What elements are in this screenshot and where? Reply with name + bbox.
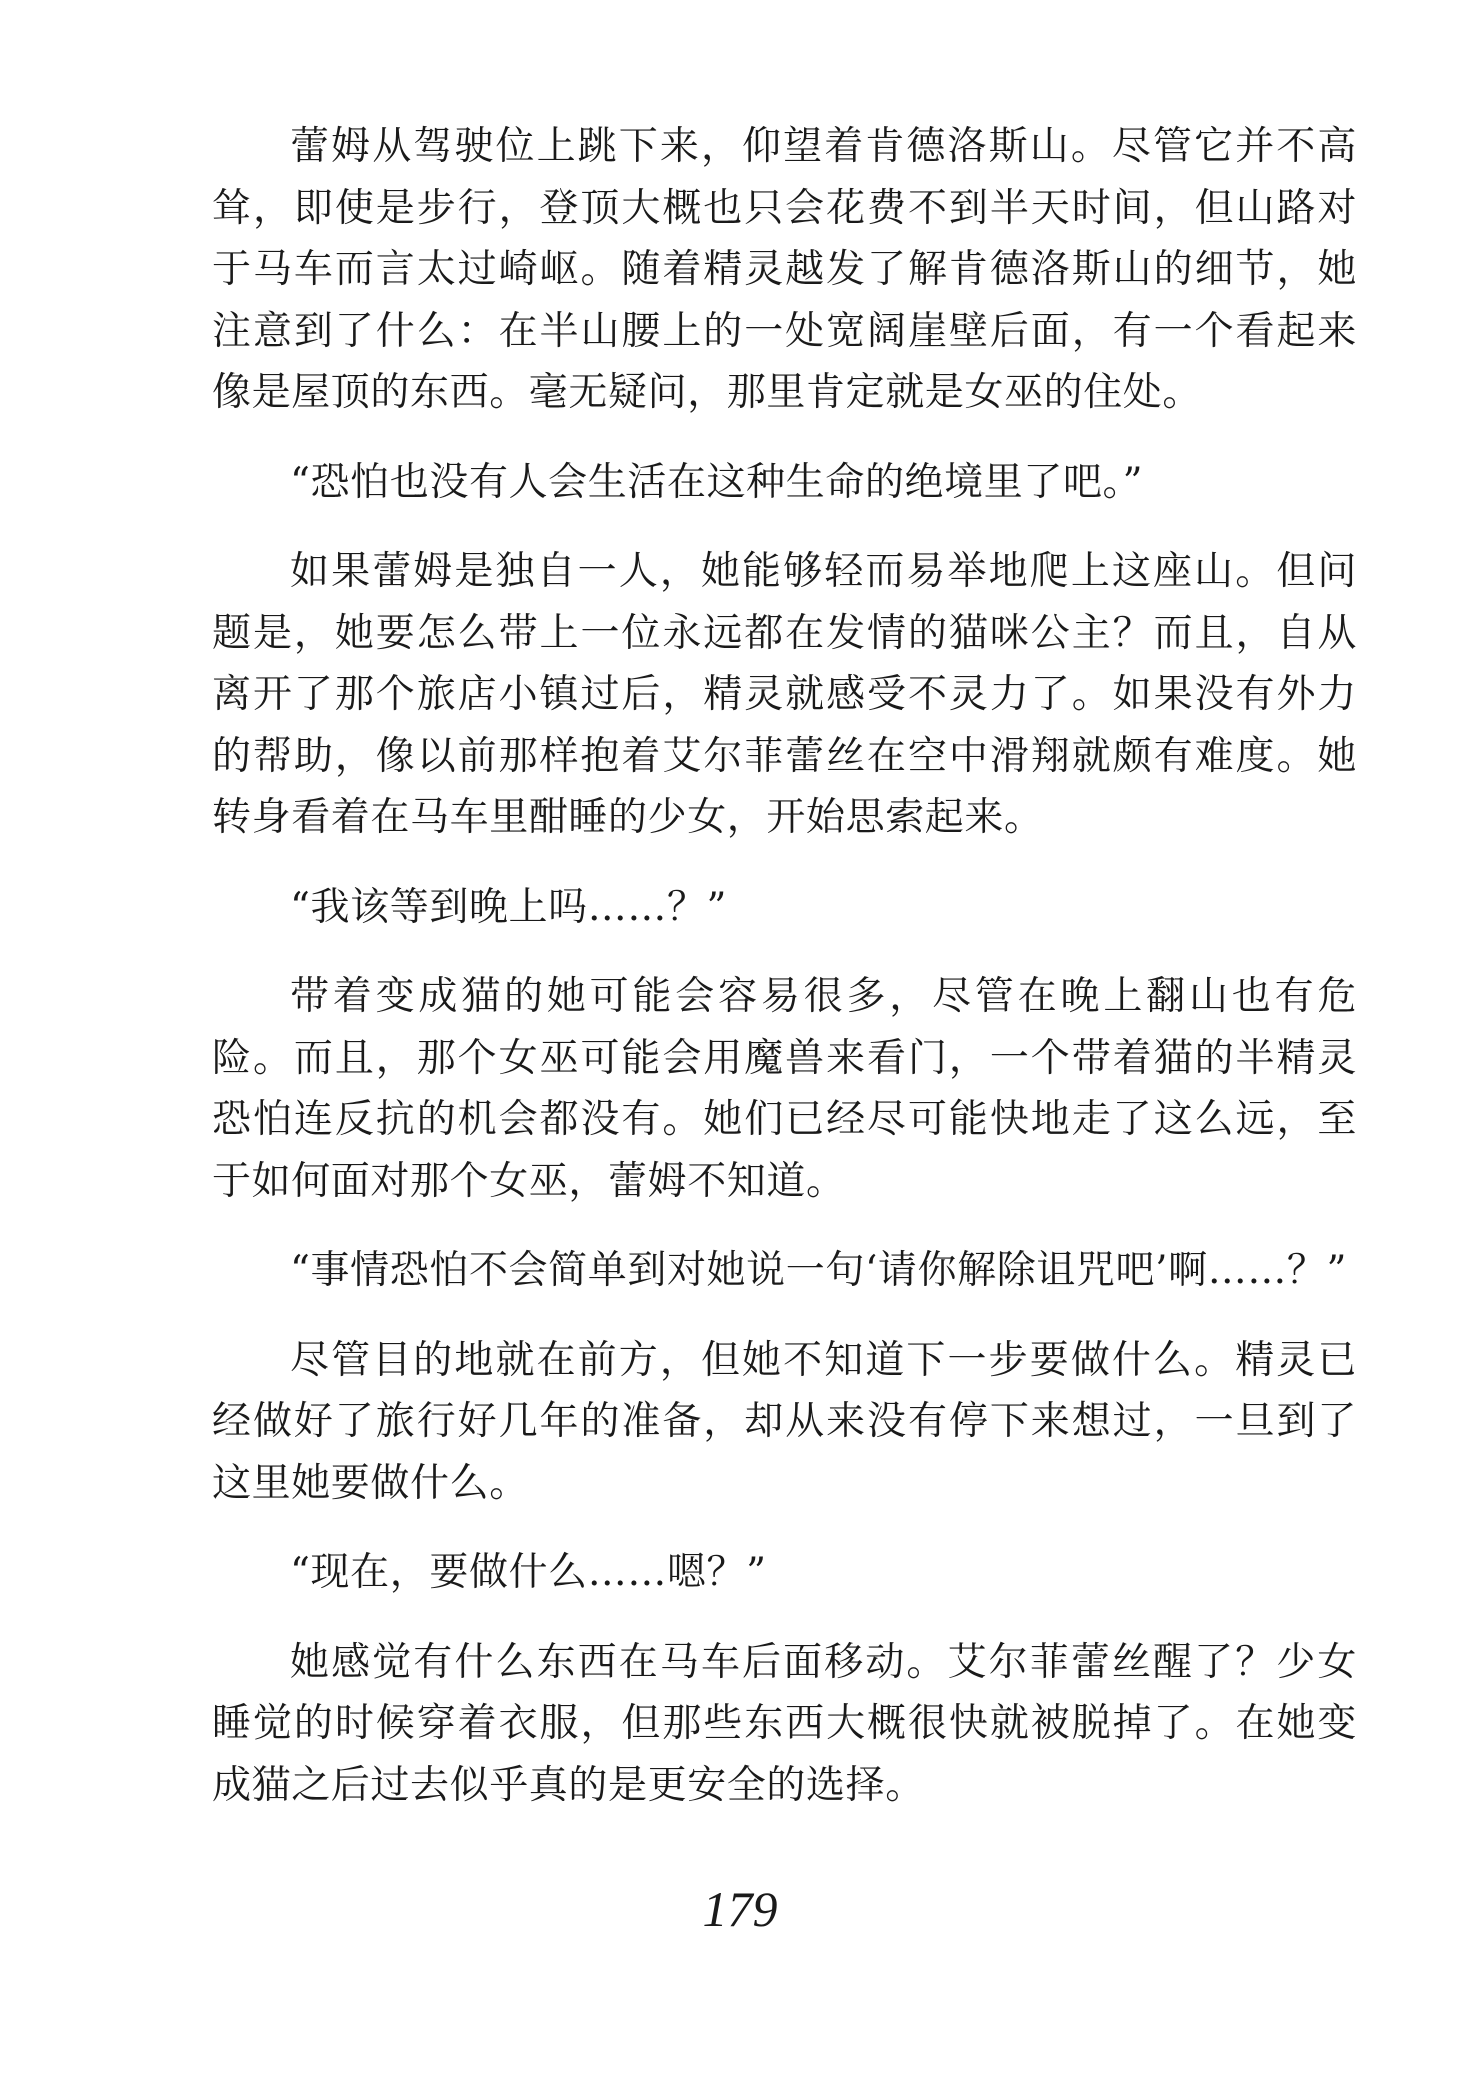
dialogue-paragraph: “恐怕也没有人会生活在这种生命的绝境里了吧。”: [290, 459, 1144, 505]
body-text: [212, 116, 1357, 1816]
dialogue-paragraph: “现在，要做什么……嗯？”: [290, 1550, 767, 1595]
paragraph: 如果蕾姆是独自一人，她能够轻而易举地爬上这座山。但问题是，她要怎么带上一位永远都在发情的猫咪公主？而且，自从离开了那个旅店小镇过后，精灵就感受不灵力了。如果没有外力的帮助，像以前那样抱着艾尔菲蕾丝在空中滑翔就颇有难度。她转身看着在马车里酣睡的少女，开始思索起来。: [212, 549, 1357, 840]
paragraph: 尽管目的地就在前方，但她不知道下一步要做什么。精灵已经做好了旅行好几年的准备，却从来没有停下来想过，一旦到了这里她要做什么。: [212, 1337, 1357, 1506]
dialogue-paragraph: “我该等到晚上吗……？”: [290, 884, 728, 930]
dialogue-paragraph: “事情恐怕不会简单到对她说一句‘请你解除诅咒吧’啊……？”: [290, 1248, 1348, 1293]
paragraph: 她感觉有什么东西在马车后面移动。艾尔菲蕾丝醒了？少女睡觉的时候穿着衣服，但那些东西大概很快就被脱掉了。在她变成猫之后过去似乎真的是更安全的选择。: [212, 1639, 1357, 1808]
paragraph: 蕾姆从驾驶位上跳下来，仰望着肯德洛斯山。尽管它并不高耸，即使是步行，登顶大概也只会花费不到半天时间，但山路对于马车而言太过崎岖。随着精灵越发了解肯德洛斯山的细节，她注意到了什么：在半山腰上的一处宽阔崖壁后面，有一个看起来像是屋顶的东西。毫无疑问，那里肯定就是女巫的住处。: [212, 124, 1357, 415]
page-number: 179: [702, 1881, 778, 1937]
paragraph: 带着变成猫的她可能会容易很多，尽管在晚上翻山也有危险。而且，那个女巫可能会用魔兽来看门，一个带着猫的半精灵恐怕连反抗的机会都没有。她们已经尽可能快地走了这么远，至于如何面对那个女巫，蕾姆不知道。: [212, 974, 1357, 1204]
